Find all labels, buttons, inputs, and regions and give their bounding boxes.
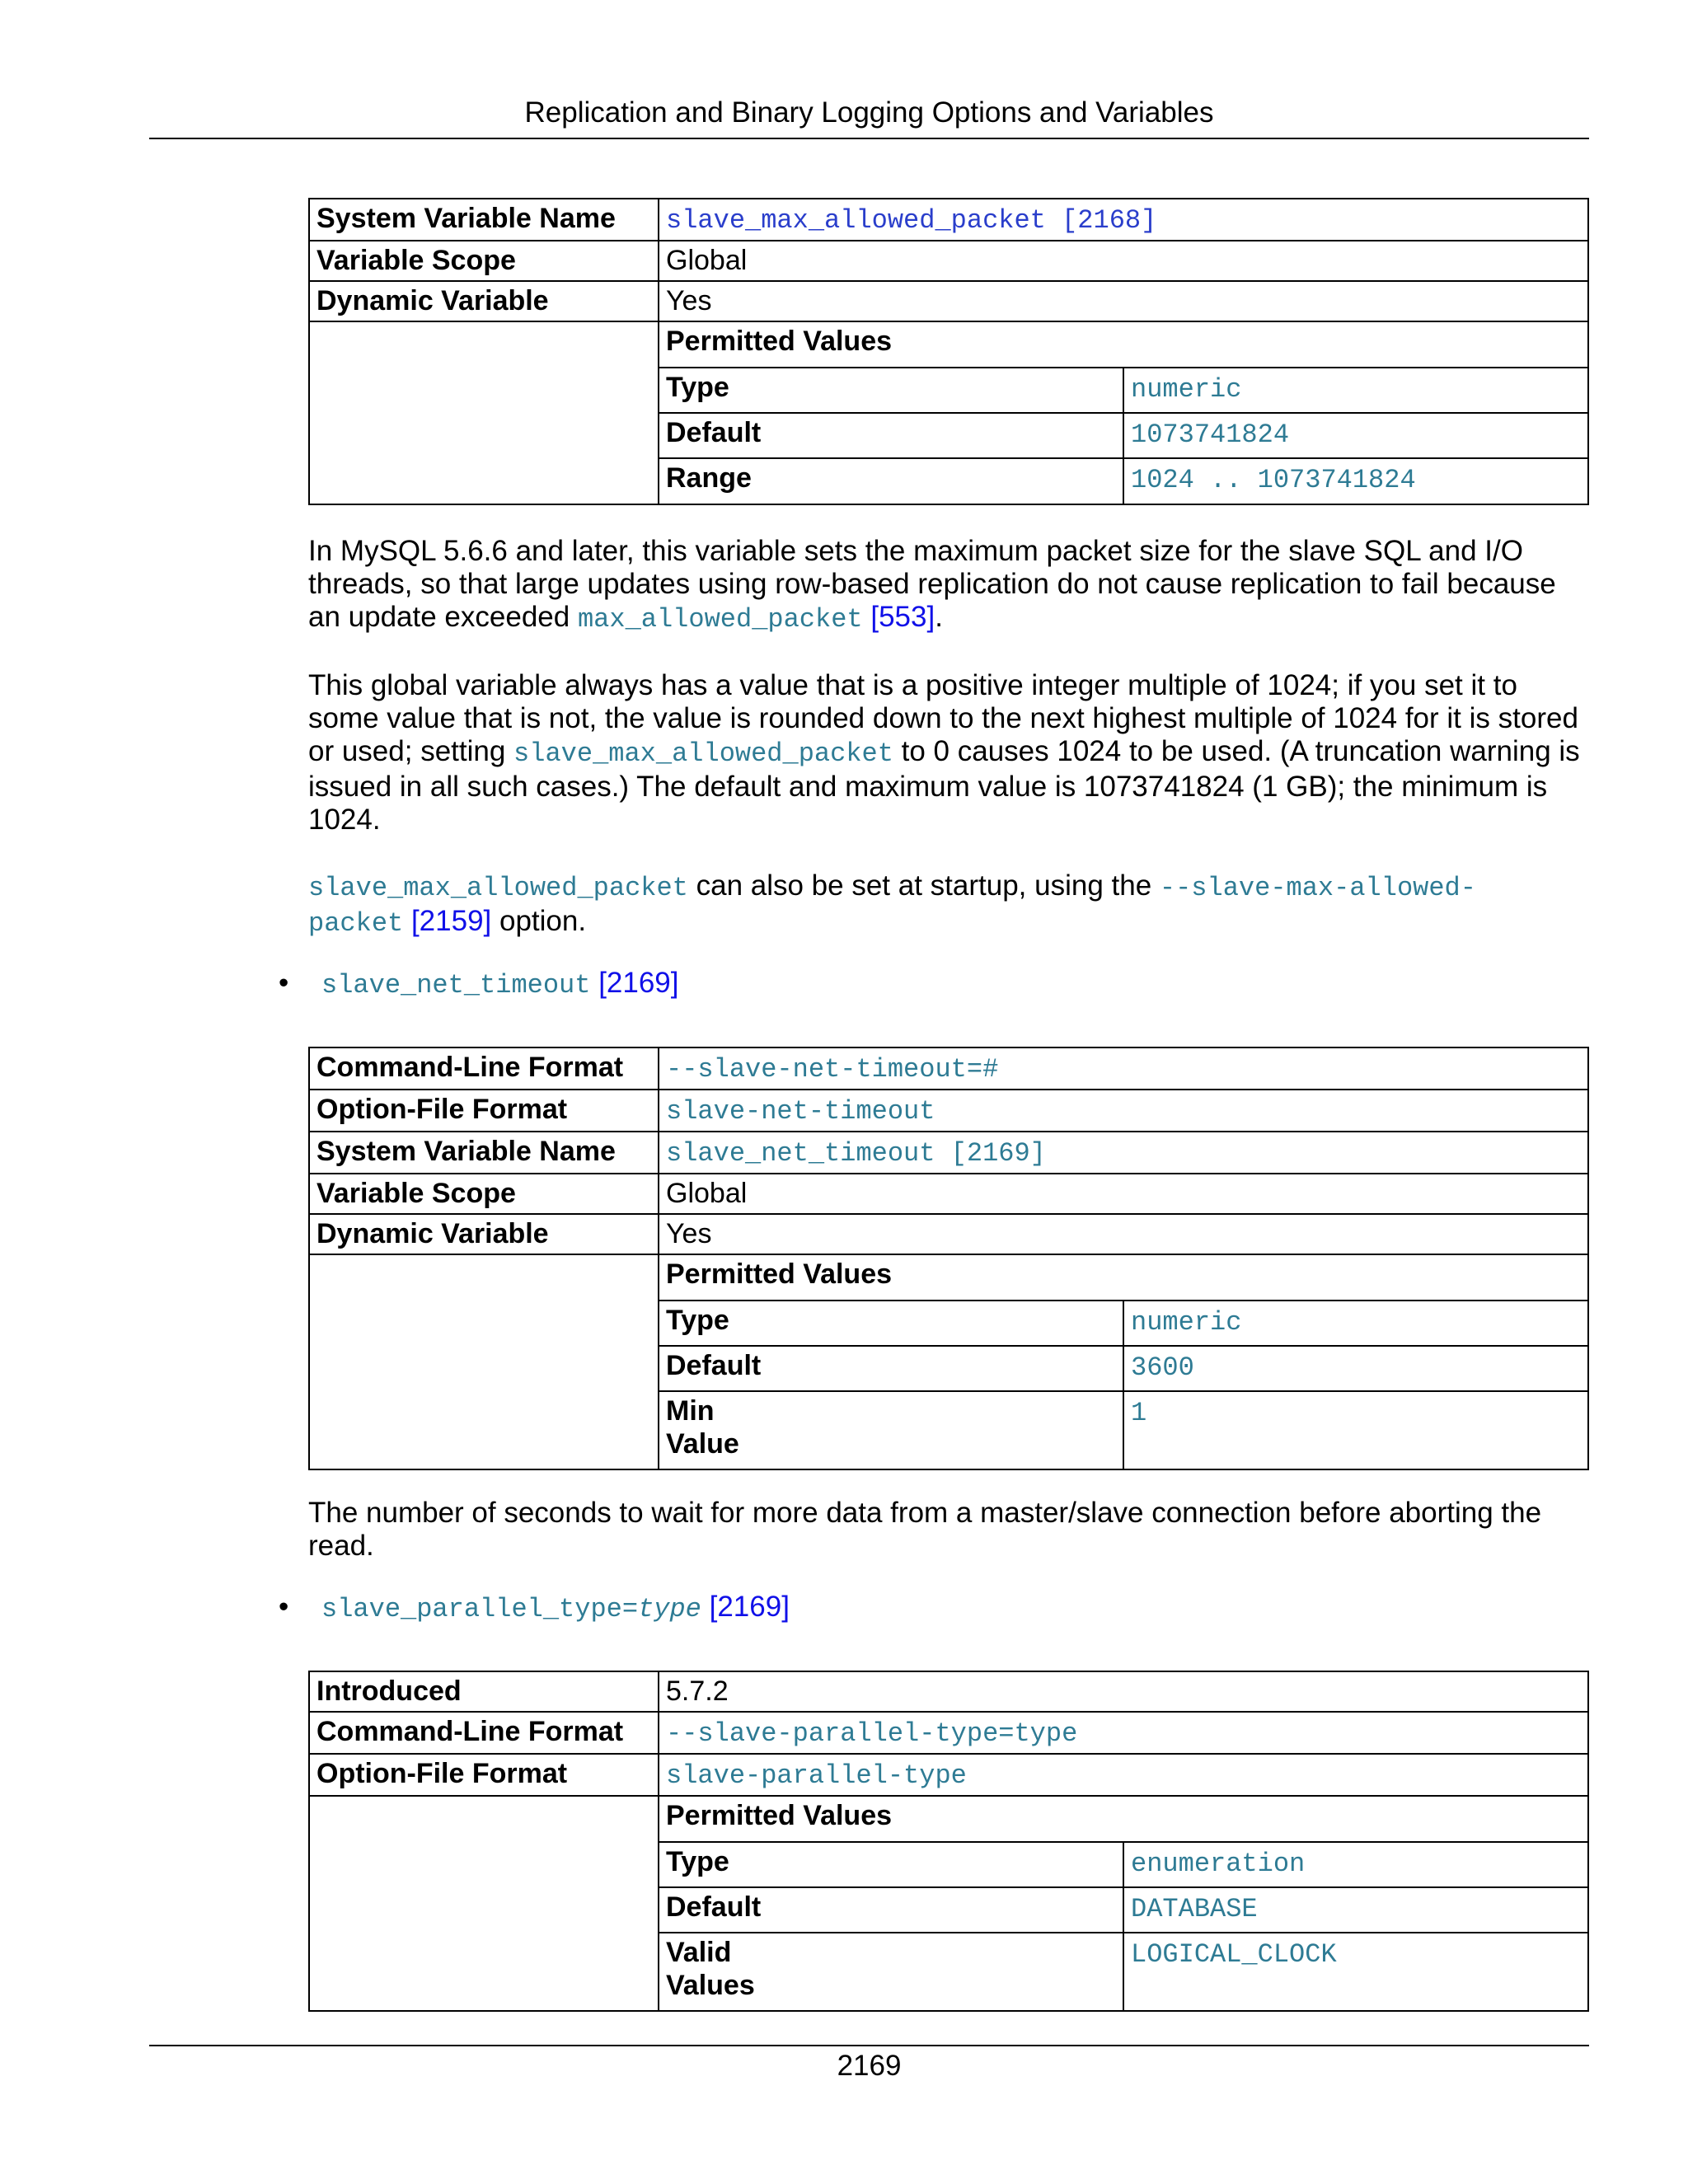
row-label: Variable Scope — [309, 1174, 659, 1214]
default-value: 1073741824 — [1123, 413, 1587, 458]
table-row — [309, 1671, 1588, 1712]
row-value: slave-parallel-type — [659, 1754, 1588, 1796]
row-value — [659, 1132, 1588, 1174]
paragraph: slave_max_allowed_packet can also be set at startup, using the --slave-max-allowed- packet [2159] option. — [308, 869, 1476, 939]
page-number: 2169 — [837, 2050, 902, 2082]
table-row — [309, 321, 1588, 504]
table-row — [309, 1796, 1588, 2011]
permitted-values-table — [659, 322, 1587, 504]
table-row — [309, 1174, 1588, 1214]
empty-cell — [309, 1254, 659, 1469]
row-label: Command-Line Format — [309, 1047, 659, 1090]
row-value — [659, 199, 1588, 241]
table-row — [309, 1254, 1588, 1469]
row-label: Option-File Format — [309, 1090, 659, 1132]
default-label: Default — [659, 1346, 1123, 1391]
bullet-icon: • — [279, 967, 289, 999]
row-value: Global — [659, 1174, 1588, 1214]
empty-cell — [309, 321, 659, 504]
table-row — [309, 1132, 1588, 1174]
permitted-values-heading: Permitted Values — [666, 1258, 893, 1290]
permitted-values-cell — [659, 1254, 1588, 1469]
page-content — [279, 198, 1589, 2012]
default-value: 3600 — [1123, 1346, 1587, 1391]
slave-parallel-type-table — [308, 1671, 1589, 2012]
range-value: 1024 .. 1073741824 — [1123, 458, 1587, 504]
type-value: numeric — [1123, 368, 1587, 413]
table-row — [309, 1090, 1588, 1132]
row-value: --slave-net-timeout=# — [659, 1047, 1588, 1090]
valid-values-label: Valid Values — [659, 1933, 1123, 2010]
permitted-values-heading: Permitted Values — [666, 326, 893, 357]
row-value: slave-net-timeout — [659, 1090, 1588, 1132]
type-value: numeric — [1123, 1301, 1587, 1346]
variable-name-link[interactable]: slave_max_allowed_packet [2168] — [666, 205, 1157, 236]
table-row — [309, 199, 1588, 241]
table-row — [309, 1214, 1588, 1254]
row-value: Yes — [659, 281, 1588, 321]
row-label: Variable Scope — [309, 241, 659, 281]
row-value: Yes — [659, 1214, 1588, 1254]
footer-rule — [149, 2045, 1589, 2046]
list-item — [279, 967, 1589, 1002]
row-label: Dynamic Variable — [309, 281, 659, 321]
variable-link[interactable]: slave_parallel_type=type — [321, 1594, 701, 1624]
type-value: enumeration — [1123, 1842, 1587, 1887]
permitted-values-cell — [659, 1796, 1588, 2011]
default-label: Default — [659, 1887, 1123, 1933]
row-value: Global — [659, 241, 1588, 281]
row-label: System Variable Name — [309, 1132, 659, 1174]
option-link[interactable]: --slave-max-allowed- — [1159, 873, 1476, 903]
code-link[interactable]: max_allowed_packet — [577, 604, 863, 635]
table-row — [309, 1047, 1588, 1090]
code-link[interactable]: slave_max_allowed_packet — [308, 873, 688, 903]
permitted-values-heading: Permitted Values — [666, 1800, 893, 1831]
table-row — [309, 281, 1588, 321]
row-label: Dynamic Variable — [309, 1214, 659, 1254]
page-ref-link[interactable]: [553] — [870, 601, 935, 633]
variable-name-link[interactable]: slave_net_timeout [2169] — [666, 1138, 1046, 1169]
range-label: Range — [659, 458, 1123, 504]
header-rule — [149, 138, 1589, 139]
type-label: Type — [659, 1842, 1123, 1887]
permitted-values-table — [659, 1797, 1587, 2010]
permitted-values-table — [659, 1255, 1587, 1469]
paragraph: This global variable always has a value that is a positive integer multiple of 1024; if you set it to some value that is not, the value is rounded down to the next highest multiple of 1024 for it is stored or used; setting slave_max_allowed_packet to 0 causes 1024 to be used. (A truncation warning is issued in all such cases.) The default and maximum value is 1073741824 (1 GB); the minimum is 1024. — [308, 669, 1580, 836]
valid-values-value: LOGICAL_CLOCK — [1123, 1933, 1587, 2010]
paragraph: The number of seconds to wait for more data from a master/slave connection before aborting the read. — [308, 1497, 1542, 1562]
row-label: Command-Line Format — [309, 1712, 659, 1754]
row-label: Introduced — [309, 1671, 659, 1712]
row-value: --slave-parallel-type=type — [659, 1712, 1588, 1754]
min-value-value: 1 — [1123, 1391, 1587, 1469]
permitted-values-cell — [659, 321, 1588, 504]
code-link[interactable]: slave_max_allowed_packet — [513, 738, 893, 769]
type-label: Type — [659, 368, 1123, 413]
row-label: Option-File Format — [309, 1754, 659, 1796]
list-item — [279, 1591, 1589, 1626]
page-ref-link[interactable]: [2159] — [410, 905, 492, 937]
bullet-icon: • — [279, 1591, 289, 1623]
table-row — [309, 241, 1588, 281]
slave-net-timeout-table — [308, 1047, 1589, 1470]
default-label: Default — [659, 413, 1123, 458]
empty-cell — [309, 1796, 659, 2011]
page-ref-link[interactable]: [2169] — [598, 967, 679, 999]
page-header-title: Replication and Binary Logging Options and Variables — [524, 96, 1214, 129]
slave-max-allowed-packet-table — [308, 198, 1589, 505]
row-label: System Variable Name — [309, 199, 659, 241]
row-value: 5.7.2 — [659, 1671, 1588, 1712]
variable-link[interactable]: slave_net_timeout — [321, 970, 591, 1001]
paragraph: In MySQL 5.6.6 and later, this variable sets the maximum packet size for the slave SQL and I/O threads, so that large updates using row-based replication do not cause replication to fail because an update exceeded max_allowed_packet [553]. — [308, 535, 1556, 635]
min-value-label: Min Value — [659, 1391, 1123, 1469]
page-ref-link[interactable]: [2169] — [709, 1591, 790, 1623]
option-link[interactable]: packet — [308, 908, 404, 939]
type-label: Type — [659, 1301, 1123, 1346]
default-value: DATABASE — [1123, 1887, 1587, 1933]
table-row — [309, 1712, 1588, 1754]
table-row — [309, 1754, 1588, 1796]
